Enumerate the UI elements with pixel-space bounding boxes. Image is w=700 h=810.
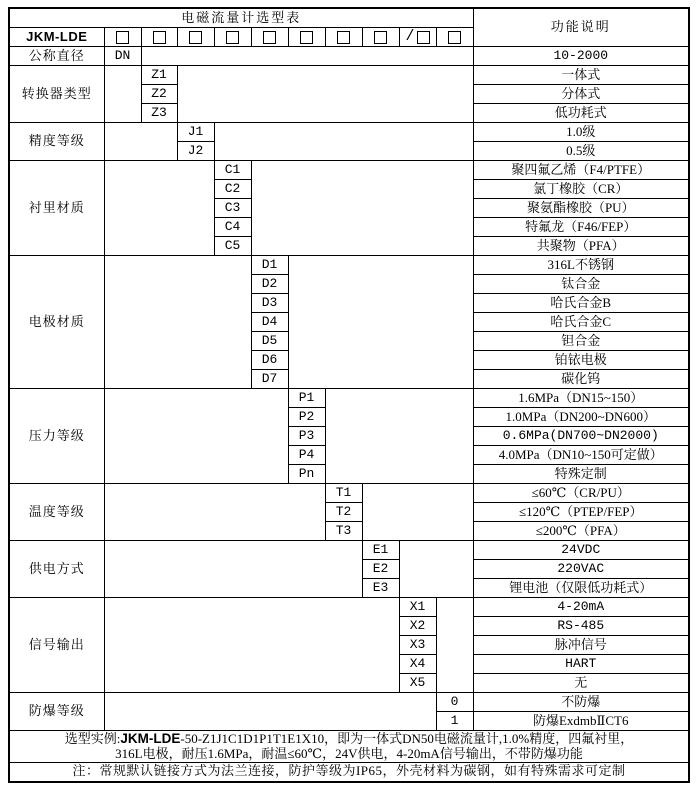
section-label: 电极材质 bbox=[9, 256, 104, 389]
model-checkbox[interactable] bbox=[153, 31, 166, 44]
spacer-cell bbox=[104, 693, 436, 731]
example-model: JKM-LDE bbox=[120, 731, 181, 746]
description-cell: 4-20mA bbox=[473, 598, 689, 617]
section-label: 信号输出 bbox=[9, 598, 104, 693]
spacer-cell bbox=[399, 541, 473, 598]
code-cell: D4 bbox=[251, 313, 288, 332]
checkbox-cell bbox=[141, 28, 177, 47]
code-cell: D1 bbox=[251, 256, 288, 275]
code-cell: Z3 bbox=[141, 104, 177, 123]
model-checkbox[interactable] bbox=[116, 31, 129, 44]
example-row bbox=[9, 731, 689, 763]
spacer-cell bbox=[104, 123, 177, 161]
note-row: 注：常规默认链接方式为法兰连接，防护等级为IP65，外壳材料为碳钢，如有特殊需求可定制 bbox=[9, 762, 689, 782]
selection-table bbox=[8, 7, 690, 783]
code-cell: C5 bbox=[214, 237, 251, 256]
description-cell: 碳化钨 bbox=[473, 370, 689, 389]
spacer-cell bbox=[104, 161, 214, 256]
code-cell: T1 bbox=[325, 484, 362, 503]
description-cell: 低功耗式 bbox=[473, 104, 689, 123]
code-cell: DN bbox=[104, 47, 141, 66]
description-cell: ≤120℃（PTEP/FEP） bbox=[473, 503, 689, 522]
description-cell: 钛合金 bbox=[473, 275, 689, 294]
checkbox-cell bbox=[436, 28, 473, 47]
model-checkbox[interactable] bbox=[448, 31, 461, 44]
section-label: 精度等级 bbox=[9, 123, 104, 161]
spacer-cell bbox=[104, 389, 288, 484]
code-cell: D6 bbox=[251, 351, 288, 370]
code-cell: P1 bbox=[288, 389, 325, 408]
description-cell: 0.6MPa(DN700~DN2000) bbox=[473, 427, 689, 446]
description-cell: 0.5级 bbox=[473, 142, 689, 161]
description-cell: 氯丁橡胶（CR） bbox=[473, 180, 689, 199]
checkbox-cell bbox=[104, 28, 141, 47]
spacer-cell bbox=[104, 66, 141, 123]
code-cell: X4 bbox=[399, 655, 436, 674]
description-cell: 不防爆 bbox=[473, 693, 689, 712]
code-cell: E1 bbox=[362, 541, 399, 560]
code-cell: X3 bbox=[399, 636, 436, 655]
model-checkbox[interactable] bbox=[300, 31, 313, 44]
description-cell: 一体式 bbox=[473, 66, 689, 85]
code-cell: Pn bbox=[288, 465, 325, 484]
description-cell: 1.0级 bbox=[473, 123, 689, 142]
description-cell: 特殊定制 bbox=[473, 465, 689, 484]
model-checkbox[interactable] bbox=[417, 31, 430, 44]
description-cell: 分体式 bbox=[473, 85, 689, 104]
code-cell: Z2 bbox=[141, 85, 177, 104]
checkbox-cell bbox=[288, 28, 325, 47]
section-label: 衬里材质 bbox=[9, 161, 104, 256]
section-label: 压力等级 bbox=[9, 389, 104, 484]
example-text: -50-Z1J1C1D1P1T1E1X10，即为一体式DN50电磁流量计,1.0%精度，四氟衬里， bbox=[180, 731, 634, 746]
code-cell: D7 bbox=[251, 370, 288, 389]
code-cell: C3 bbox=[214, 199, 251, 218]
code-cell: C2 bbox=[214, 180, 251, 199]
model-checkbox[interactable] bbox=[263, 31, 276, 44]
description-cell: 1.0MPa（DN200~DN600） bbox=[473, 408, 689, 427]
description-cell: 哈氏合金B bbox=[473, 294, 689, 313]
example-line1 bbox=[10, 731, 688, 747]
code-cell: X2 bbox=[399, 617, 436, 636]
description-cell: 防爆ExdmbⅡCT6 bbox=[473, 712, 689, 731]
model-checkbox[interactable] bbox=[337, 31, 350, 44]
spacer-cell bbox=[362, 484, 473, 541]
checkbox-cell bbox=[399, 28, 436, 47]
model-checkbox[interactable] bbox=[374, 31, 387, 44]
table-title: 电磁流量计选型表 bbox=[9, 8, 473, 28]
code-cell: T3 bbox=[325, 522, 362, 541]
spacer-cell bbox=[436, 598, 473, 693]
description-cell: 220VAC bbox=[473, 560, 689, 579]
description-cell: 316L不锈钢 bbox=[473, 256, 689, 275]
description-cell: 聚氨酯橡胶（PU） bbox=[473, 199, 689, 218]
spacer-cell bbox=[177, 66, 473, 123]
spacer-cell bbox=[141, 47, 473, 66]
section-label: 温度等级 bbox=[9, 484, 104, 541]
example-line2: 316L电极，耐压1.6MPa，耐温≤60℃，24V供电，4-20mA信号输出，不带防爆功能 bbox=[115, 745, 583, 761]
description-cell: 10-2000 bbox=[473, 47, 689, 66]
example-label: 选型实例: bbox=[64, 731, 121, 746]
description-cell: 钽合金 bbox=[473, 332, 689, 351]
spacer-cell bbox=[251, 161, 473, 256]
code-cell: P3 bbox=[288, 427, 325, 446]
spacer-cell bbox=[104, 541, 362, 598]
description-cell: 锂电池（仅限低功耗式） bbox=[473, 579, 689, 598]
section-label: 公称直径 bbox=[9, 47, 104, 66]
spacer-cell bbox=[104, 598, 399, 693]
code-cell: C1 bbox=[214, 161, 251, 180]
section-label: 转换器类型 bbox=[9, 66, 104, 123]
code-cell: J1 bbox=[177, 123, 214, 142]
code-cell: D3 bbox=[251, 294, 288, 313]
description-cell: 无 bbox=[473, 674, 689, 693]
code-cell: D5 bbox=[251, 332, 288, 351]
spacer-cell bbox=[288, 256, 473, 389]
function-column-header: 功能说明 bbox=[473, 8, 689, 47]
code-cell: 0 bbox=[436, 693, 473, 712]
description-cell: 特氟龙（F46/FEP） bbox=[473, 218, 689, 237]
description-cell: 4.0MPa（DN10~150可定做） bbox=[473, 446, 689, 465]
code-cell: J2 bbox=[177, 142, 214, 161]
description-cell: ≤60℃（CR/PU） bbox=[473, 484, 689, 503]
spacer-cell bbox=[104, 484, 325, 541]
code-cell: C4 bbox=[214, 218, 251, 237]
description-cell: HART bbox=[473, 655, 689, 674]
description-cell: 聚四氟乙烯（F4/PTFE） bbox=[473, 161, 689, 180]
checkbox-cell bbox=[251, 28, 288, 47]
code-cell: P4 bbox=[288, 446, 325, 465]
code-cell: T2 bbox=[325, 503, 362, 522]
checkbox-cell bbox=[214, 28, 251, 47]
code-cell: E2 bbox=[362, 560, 399, 579]
code-cell: P2 bbox=[288, 408, 325, 427]
model-prefix: JKM-LDE bbox=[9, 28, 104, 47]
checkbox-cell bbox=[362, 28, 399, 47]
code-cell: X1 bbox=[399, 598, 436, 617]
slash-mark: / bbox=[405, 28, 415, 46]
description-cell: 共聚物（PFA） bbox=[473, 237, 689, 256]
description-cell: ≤200℃（PFA） bbox=[473, 522, 689, 541]
code-cell: X5 bbox=[399, 674, 436, 693]
spacer-cell bbox=[214, 123, 473, 161]
model-checkbox[interactable] bbox=[226, 31, 239, 44]
model-checkbox[interactable] bbox=[189, 31, 202, 44]
spacer-cell bbox=[104, 256, 251, 389]
spacer-cell bbox=[325, 389, 473, 484]
section-label: 防爆等级 bbox=[9, 693, 104, 731]
code-cell: 1 bbox=[436, 712, 473, 731]
description-cell: 脉冲信号 bbox=[473, 636, 689, 655]
description-cell: 铂铱电极 bbox=[473, 351, 689, 370]
code-cell: E3 bbox=[362, 579, 399, 598]
code-cell: D2 bbox=[251, 275, 288, 294]
section-label: 供电方式 bbox=[9, 541, 104, 598]
description-cell: 哈氏合金C bbox=[473, 313, 689, 332]
description-cell: RS-485 bbox=[473, 617, 689, 636]
code-cell: Z1 bbox=[141, 66, 177, 85]
description-cell: 24VDC bbox=[473, 541, 689, 560]
checkbox-cell bbox=[177, 28, 214, 47]
description-cell: 1.6MPa（DN15~150） bbox=[473, 389, 689, 408]
checkbox-cell bbox=[325, 28, 362, 47]
